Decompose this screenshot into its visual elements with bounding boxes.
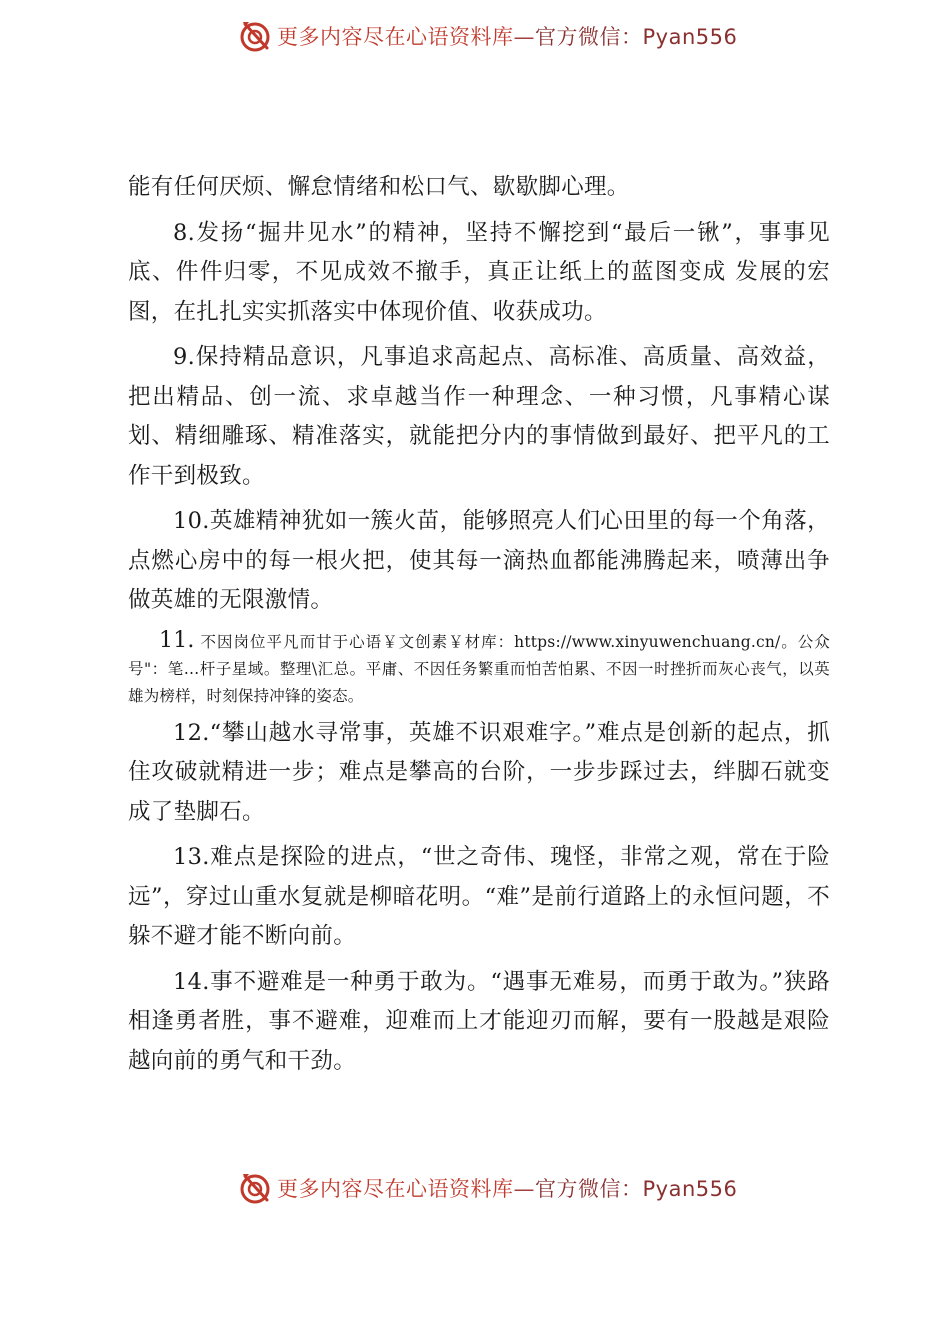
paragraph-8: 8.发扬“掘井见水”的精神，坚持不懈挖到“最后一锹”，事事见底、件件归零，不见成效不撤手，真正让纸上的蓝图变成 发展的宏图，在扎扎实实抓落实中体现价值、收获成功。 [128,219,830,325]
paragraph-11 [128,627,830,710]
paragraph-9: 9.保持精品意识，凡事追求高起点、高标准、高质量、高效益，把出精品、创一流、求卓越当作一种理念、一种习惯，凡事精心谋划、精细雕琢、精准落实，就能把分内的事情做到最好、把平凡的工作干到极致。 [128,344,830,489]
paragraph-continued: 能有任何厌烦、懈怠情绪和松口气、歇歇脚心理。 [128,174,630,200]
banner-separator: — [513,1177,535,1201]
paragraph-14: 14.事不避难是一种勇于敢为。“遇事无难易，而勇于敢为。”狭路相逢勇者胜，事不避难，迎难而上才能迎刃而解，要有一股越是艰险越向前的勇气和干劲。 [128,968,830,1074]
paragraph-13: 13.难点是探险的进点，“世之奇伟、瑰怪，非常之观，常在于险远”，穿过山重水复就是柳暗花明。“难”是前行道路上的永恒问题，不躲不避才能不断向前。 [128,844,830,949]
banner-separator: — [513,25,535,49]
brand-logo-icon [237,1170,273,1206]
paragraph-10: 10.英雄精神犹如一簇火苗，能够照亮人们心田里的每一个角落，点燃心房中的每一根火把，使其每一滴热血都能沸腾起来，喷薄出争做英雄的无限激情。 [128,508,830,613]
paragraph-11-text: 不因岗位平凡而甘于心语￥文创素￥材库：https://www.xinyuwenchuang.cn/。公众号"：笔…杆子星域。整理\汇总。平庸、不因任务繁重而怕苦怕累、不因一时挫折而灰心丧气，以英雄为榜样，时刻保持冲锋的姿态。 [128,632,830,705]
paragraph-11-number: 11. [159,627,195,653]
footer-banner [237,1168,757,1208]
banner-title: 更多内容尽在心语资料库 [277,1177,514,1201]
banner-title: 更多内容尽在心语资料库 [277,25,514,49]
brand-logo-icon [237,18,273,54]
paragraph-12: 12.“攀山越水寻常事，英雄不识艰难字。”难点是创新的起点，抓住攻破就精进一步；难点是攀高的台阶，一步步踩过去，绊脚石就变成了垫脚石。 [128,719,830,825]
banner-wechat: 官方微信：Pyan556 [535,1177,738,1201]
document-body [128,168,830,1087]
banner-wechat: 官方微信：Pyan556 [535,25,738,49]
header-banner [237,16,757,56]
